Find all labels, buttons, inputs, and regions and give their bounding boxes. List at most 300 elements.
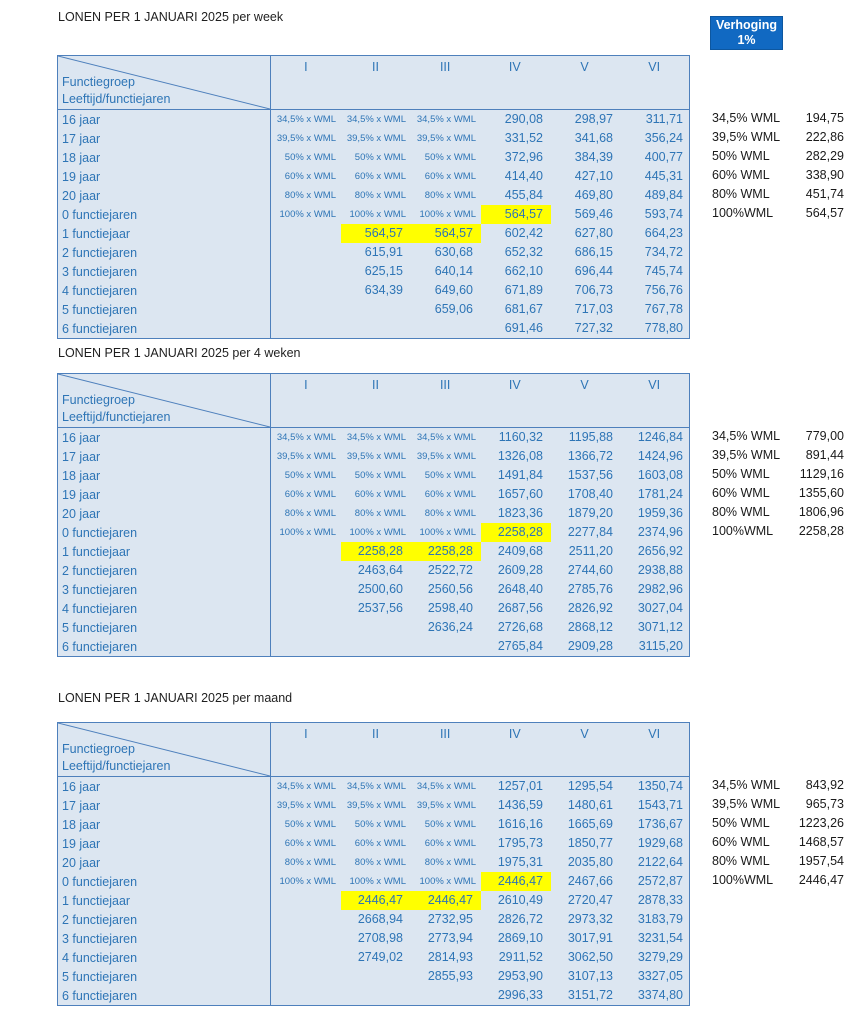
wage-cell [341, 986, 411, 1005]
table-title-per-maand: LONEN PER 1 JANUARI 2025 per maand [58, 691, 293, 705]
table-row [58, 205, 689, 224]
wage-cell: 2609,28 [497, 563, 543, 577]
wml-reference-row [712, 464, 844, 483]
wml-reference-row [712, 426, 844, 445]
table-row [58, 599, 689, 618]
wage-cell: 1366,72 [567, 449, 613, 463]
wml-reference-row [712, 184, 844, 203]
wml-percentage-label: 80% WML [712, 186, 770, 201]
wage-cell: 662,10 [504, 264, 543, 278]
wage-cell: 100% x WML [349, 876, 406, 887]
row-label: 5 functiejaren [58, 967, 271, 986]
wml-reference-panel-week [712, 108, 844, 222]
wage-cell: 2500,60 [357, 582, 403, 596]
wage-cell: 1537,56 [567, 468, 613, 482]
wage-cell: 630,68 [434, 245, 473, 259]
wage-cell: 80% x WML [354, 857, 406, 868]
row-label: 17 jaar [58, 447, 271, 466]
column-header-VI: VI [648, 727, 661, 741]
wage-cell: 34,5% x WML [276, 781, 336, 792]
wage-cell: 2749,02 [357, 950, 403, 964]
wage-cell: 2938,88 [637, 563, 683, 577]
corner-label-functiegroep: Functiegroep [62, 742, 135, 756]
wage-cell: 1326,08 [497, 449, 543, 463]
wage-cell [271, 542, 341, 561]
wml-reference-row [712, 794, 844, 813]
row-label: 17 jaar [58, 129, 271, 148]
row-label: 16 jaar [58, 428, 271, 447]
wml-percentage-label: 50% WML [712, 148, 770, 163]
table-corner-cell [58, 723, 271, 776]
wage-cell: 34,5% x WML [346, 114, 406, 125]
wage-cell: 100% x WML [279, 527, 336, 538]
wage-cell: 445,31 [644, 169, 683, 183]
table-row [58, 872, 689, 891]
column-header-I: I [304, 378, 308, 392]
table-row [58, 542, 689, 561]
wml-percentage-label: 80% WML [712, 504, 770, 519]
wage-cell: 60% x WML [284, 489, 336, 500]
table-row [58, 148, 689, 167]
wml-reference-row [712, 127, 844, 146]
row-label: 6 functiejaren [58, 986, 271, 1005]
wage-cell: 3027,04 [637, 601, 683, 615]
row-label: 2 functiejaren [58, 561, 271, 580]
wage-cell: 311,71 [645, 112, 683, 126]
wage-cell: 2996,33 [497, 988, 543, 1002]
wage-cell: 2878,33 [637, 893, 683, 907]
row-label: 18 jaar [58, 815, 271, 834]
wage-cell: 569,46 [574, 207, 613, 221]
highlighted-wage-cell: 2258,28 [341, 542, 411, 561]
wage-cell: 2982,96 [637, 582, 683, 596]
wage-cell [271, 599, 341, 618]
table-row [58, 281, 689, 300]
wage-cell: 627,80 [574, 226, 613, 240]
wage-cell: 2610,49 [497, 893, 543, 907]
wml-amount-value: 891,44 [805, 447, 844, 462]
wage-cell: 341,68 [574, 131, 613, 145]
wage-cell [271, 929, 341, 948]
wage-cell: 717,03 [574, 302, 613, 316]
wage-cell [341, 637, 411, 656]
column-header-II: II [372, 60, 379, 74]
wage-cell: 2511,20 [568, 544, 613, 558]
wage-cell: 778,80 [644, 321, 683, 335]
wage-cell: 2648,40 [497, 582, 543, 596]
wage-cell: 100% x WML [279, 876, 336, 887]
wage-cell: 1665,69 [567, 817, 613, 831]
row-label: 2 functiejaren [58, 243, 271, 262]
wage-cell: 2765,84 [497, 639, 543, 653]
highlighted-wage-cell: 2446,47 [341, 891, 411, 910]
wage-cell: 2560,56 [427, 582, 473, 596]
wage-cell: 50% x WML [354, 470, 406, 481]
corner-label-leeftijd: Leeftijd/functiejaren [62, 92, 171, 106]
wage-cell: 2668,94 [357, 912, 403, 926]
wage-cell: 3017,91 [567, 931, 613, 945]
column-header-V: V [580, 60, 589, 74]
table-row [58, 447, 689, 466]
wage-cell: 2537,56 [357, 601, 403, 615]
wml-percentage-label: 50% WML [712, 466, 770, 481]
wage-cell: 615,91 [364, 245, 403, 259]
wage-cell: 1736,67 [637, 817, 683, 831]
wml-reference-row [712, 851, 844, 870]
row-label: 5 functiejaren [58, 618, 271, 637]
column-header-II: II [372, 727, 379, 741]
wage-cell: 400,77 [644, 150, 683, 164]
wage-cell [341, 319, 411, 338]
wage-cell: 1795,73 [497, 836, 543, 850]
row-label: 17 jaar [58, 796, 271, 815]
row-label: 3 functiejaren [58, 580, 271, 599]
table-row [58, 986, 689, 1005]
table-row [58, 485, 689, 504]
wml-reference-row [712, 813, 844, 832]
wage-cell: 3115,20 [638, 639, 683, 653]
wml-amount-value: 1957,54 [798, 853, 844, 868]
wage-cell: 39,5% x WML [416, 133, 476, 144]
wage-cell: 2814,93 [427, 950, 473, 964]
wage-cell: 1879,20 [567, 506, 613, 520]
row-label: 18 jaar [58, 148, 271, 167]
wage-cell: 1975,31 [497, 855, 543, 869]
wml-amount-value: 1355,60 [798, 485, 844, 500]
wage-cell: 100% x WML [419, 527, 476, 538]
verhoging-badge-label: Verhoging [715, 18, 778, 32]
row-label: 20 jaar [58, 504, 271, 523]
wage-cell: 625,15 [364, 264, 403, 278]
wml-reference-panel-maand [712, 775, 844, 889]
wml-amount-value: 194,75 [805, 110, 844, 125]
wage-cell: 727,32 [574, 321, 613, 335]
wml-amount-value: 1223,26 [798, 815, 844, 830]
highlighted-wage-cell: 564,57 [481, 205, 551, 224]
wml-reference-row [712, 521, 844, 540]
wml-amount-value: 965,73 [805, 796, 844, 811]
wml-percentage-label: 34,5% WML [712, 777, 781, 792]
wage-cell: 2374,96 [637, 525, 683, 539]
wage-cell: 3107,13 [567, 969, 613, 983]
wage-cell [271, 281, 341, 300]
wage-cell: 100% x WML [279, 209, 336, 220]
wage-cell: 2708,98 [357, 931, 403, 945]
column-header-I: I [304, 60, 308, 74]
wage-cell: 696,44 [574, 264, 613, 278]
wage-cell: 1160,32 [498, 430, 543, 444]
wage-cell: 1616,16 [497, 817, 543, 831]
wage-cell: 1929,68 [637, 836, 683, 850]
corner-label-leeftijd: Leeftijd/functiejaren [62, 759, 171, 773]
wage-cell: 80% x WML [354, 190, 406, 201]
wml-amount-value: 779,00 [805, 428, 844, 443]
column-header-III: III [439, 378, 451, 392]
column-header-II: II [372, 378, 379, 392]
wage-cell: 3279,29 [637, 950, 683, 964]
wage-cell: 1959,36 [637, 506, 683, 520]
table-row [58, 262, 689, 281]
column-header-V: V [580, 727, 589, 741]
wage-cell [271, 637, 341, 656]
wage-cell [271, 561, 341, 580]
wage-cell [271, 910, 341, 929]
wage-cell: 469,80 [574, 188, 613, 202]
table-row [58, 428, 689, 447]
wage-cell [271, 986, 341, 1005]
highlighted-wage-cell: 564,57 [411, 224, 481, 243]
wage-cell: 2785,76 [567, 582, 613, 596]
row-label: 19 jaar [58, 485, 271, 504]
row-label: 1 functiejaar [58, 891, 271, 910]
row-label: 3 functiejaren [58, 262, 271, 281]
wage-cell [271, 224, 341, 243]
wage-cell: 60% x WML [424, 838, 476, 849]
wage-cell [411, 986, 481, 1005]
wage-cell: 414,40 [504, 169, 543, 183]
row-label: 2 functiejaren [58, 910, 271, 929]
wage-cell: 691,46 [504, 321, 543, 335]
table-header [58, 56, 689, 110]
wage-cell: 100% x WML [349, 527, 406, 538]
row-label: 0 functiejaren [58, 523, 271, 542]
table-row [58, 777, 689, 796]
wage-cell: 3071,12 [637, 620, 683, 634]
row-label: 20 jaar [58, 186, 271, 205]
table-row [58, 523, 689, 542]
table-corner-cell [58, 374, 271, 427]
row-label: 16 jaar [58, 110, 271, 129]
wage-cell [271, 262, 341, 281]
wage-cell: 3151,72 [567, 988, 613, 1002]
wage-cell: 60% x WML [354, 838, 406, 849]
wage-cell: 659,06 [434, 302, 473, 316]
wage-cell: 634,39 [364, 283, 403, 297]
wage-cell: 2522,72 [427, 563, 473, 577]
table-row [58, 891, 689, 910]
wage-cell: 50% x WML [354, 819, 406, 830]
column-header-IV: IV [508, 727, 521, 741]
column-header-V: V [580, 378, 589, 392]
wage-cell: 2720,47 [567, 893, 613, 907]
wage-cell: 100% x WML [349, 209, 406, 220]
corner-label-functiegroep: Functiegroep [62, 393, 135, 407]
wage-cell: 34,5% x WML [416, 432, 476, 443]
wml-percentage-label: 100%WML [712, 205, 774, 220]
wage-cell: 100% x WML [419, 209, 476, 220]
wage-table-per-maand [57, 722, 690, 1006]
wage-cell: 1195,88 [568, 430, 613, 444]
wml-reference-row [712, 502, 844, 521]
table-row [58, 243, 689, 262]
wage-cell: 2868,12 [567, 620, 613, 634]
table-row [58, 300, 689, 319]
highlighted-wage-cell: 2258,28 [411, 542, 481, 561]
wage-cell: 39,5% x WML [276, 800, 336, 811]
wage-cell: 3183,79 [637, 912, 683, 926]
wage-cell: 50% x WML [424, 819, 476, 830]
wage-cell: 455,84 [504, 188, 543, 202]
wage-cell: 2463,64 [357, 563, 403, 577]
wage-cell: 686,15 [574, 245, 613, 259]
wage-cell: 1603,08 [637, 468, 683, 482]
wage-cell: 3327,05 [637, 969, 683, 983]
wage-cell [271, 948, 341, 967]
table-row [58, 129, 689, 148]
wml-reference-row [712, 203, 844, 222]
wml-reference-row [712, 483, 844, 502]
wml-amount-value: 2446,47 [798, 872, 844, 887]
wage-cell: 1436,59 [497, 798, 543, 812]
wage-cell: 2911,52 [498, 950, 543, 964]
wage-cell: 60% x WML [284, 838, 336, 849]
wage-cell: 39,5% x WML [276, 451, 336, 462]
wage-cell: 2909,28 [567, 639, 613, 653]
row-label: 0 functiejaren [58, 205, 271, 224]
corner-label-leeftijd: Leeftijd/functiejaren [62, 410, 171, 424]
table-header [58, 374, 689, 428]
wage-cell: 2773,94 [427, 931, 473, 945]
wage-cell: 80% x WML [424, 857, 476, 868]
wage-cell: 50% x WML [284, 470, 336, 481]
table-row [58, 224, 689, 243]
table-row [58, 580, 689, 599]
wml-percentage-label: 100%WML [712, 523, 774, 538]
wage-cell [271, 618, 341, 637]
wage-cell [411, 319, 481, 338]
wage-cell: 60% x WML [424, 171, 476, 182]
wml-reference-row [712, 775, 844, 794]
wage-cell: 34,5% x WML [276, 114, 336, 125]
table-row [58, 967, 689, 986]
row-label: 1 functiejaar [58, 542, 271, 561]
row-label: 4 functiejaren [58, 948, 271, 967]
wage-cell: 1850,77 [567, 836, 613, 850]
wml-amount-value: 2258,28 [798, 523, 844, 538]
wage-cell: 39,5% x WML [276, 133, 336, 144]
wage-cell: 39,5% x WML [416, 451, 476, 462]
table-row [58, 853, 689, 872]
wage-cell: 706,73 [574, 283, 613, 297]
wage-cell: 34,5% x WML [346, 432, 406, 443]
row-label: 6 functiejaren [58, 637, 271, 656]
wage-cell: 80% x WML [284, 190, 336, 201]
row-label: 20 jaar [58, 853, 271, 872]
table-row [58, 815, 689, 834]
row-label: 16 jaar [58, 777, 271, 796]
wml-percentage-label: 34,5% WML [712, 110, 781, 125]
table-row [58, 796, 689, 815]
wml-amount-value: 222,86 [805, 129, 844, 144]
table-row [58, 110, 689, 129]
wml-amount-value: 843,92 [805, 777, 844, 792]
wage-cell [341, 618, 411, 637]
wml-percentage-label: 100%WML [712, 872, 774, 887]
row-label: 4 functiejaren [58, 281, 271, 300]
row-label: 0 functiejaren [58, 872, 271, 891]
wage-cell: 2855,93 [427, 969, 473, 983]
table-row [58, 910, 689, 929]
wage-cell: 34,5% x WML [276, 432, 336, 443]
wage-cell: 60% x WML [354, 489, 406, 500]
wml-percentage-label: 39,5% WML [712, 796, 781, 811]
highlighted-wage-cell: 2446,47 [481, 872, 551, 891]
wml-amount-value: 1468,57 [798, 834, 844, 849]
wage-cell: 2732,95 [427, 912, 473, 926]
wml-percentage-label: 60% WML [712, 485, 770, 500]
wage-cell: 34,5% x WML [346, 781, 406, 792]
wage-cell: 34,5% x WML [416, 114, 476, 125]
wml-reference-panel-4-weken [712, 426, 844, 540]
wage-cell [411, 637, 481, 656]
wage-cell: 2726,68 [497, 620, 543, 634]
wage-cell: 80% x WML [424, 190, 476, 201]
verhoging-badge-value: 1% [737, 33, 756, 47]
wage-cell: 50% x WML [354, 152, 406, 163]
wage-cell: 2973,32 [567, 912, 613, 926]
highlighted-wage-cell: 2446,47 [411, 891, 481, 910]
wage-cell: 2656,92 [637, 544, 683, 558]
wml-amount-value: 338,90 [805, 167, 844, 182]
column-header-IV: IV [508, 60, 521, 74]
wage-cell: 2598,40 [427, 601, 473, 615]
table-row [58, 929, 689, 948]
wage-cell: 3231,54 [637, 931, 683, 945]
wage-cell: 2035,80 [567, 855, 613, 869]
row-label: 19 jaar [58, 834, 271, 853]
wage-cell: 649,60 [434, 283, 473, 297]
wage-cell: 2869,10 [497, 931, 543, 945]
wage-cell: 1823,36 [497, 506, 543, 520]
wage-cell: 767,78 [644, 302, 683, 316]
column-header-VI: VI [648, 60, 661, 74]
column-header-VI: VI [648, 378, 661, 392]
wage-cell: 3062,50 [567, 950, 613, 964]
table-row [58, 186, 689, 205]
row-label: 4 functiejaren [58, 599, 271, 618]
wml-amount-value: 1129,16 [799, 466, 844, 481]
column-header-III: III [439, 727, 451, 741]
wage-cell: 2277,84 [567, 525, 613, 539]
wage-cell [271, 300, 341, 319]
wage-cell: 1708,40 [567, 487, 613, 501]
wage-cell: 2687,56 [497, 601, 543, 615]
row-label: 18 jaar [58, 466, 271, 485]
wage-cell: 2826,92 [567, 601, 613, 615]
wage-cell: 2122,64 [637, 855, 683, 869]
wage-cell: 1480,61 [567, 798, 613, 812]
wage-cell: 2572,87 [637, 874, 683, 888]
row-label: 6 functiejaren [58, 319, 271, 338]
wage-cell: 3374,80 [637, 988, 683, 1002]
wage-cell: 60% x WML [424, 489, 476, 500]
wage-table-per-4-weken [57, 373, 690, 657]
table-row [58, 167, 689, 186]
wage-cell: 602,42 [504, 226, 543, 240]
wage-cell: 1781,24 [637, 487, 683, 501]
wage-cell: 2826,72 [497, 912, 543, 926]
row-label: 5 functiejaren [58, 300, 271, 319]
table-row [58, 618, 689, 637]
highlighted-wage-cell: 564,57 [341, 224, 411, 243]
wml-percentage-label: 80% WML [712, 853, 770, 868]
wage-cell [271, 967, 341, 986]
wage-cell: 681,67 [504, 302, 543, 316]
wml-percentage-label: 39,5% WML [712, 447, 781, 462]
wage-cell: 80% x WML [424, 508, 476, 519]
verhoging-badge [710, 16, 783, 50]
row-label: 19 jaar [58, 167, 271, 186]
